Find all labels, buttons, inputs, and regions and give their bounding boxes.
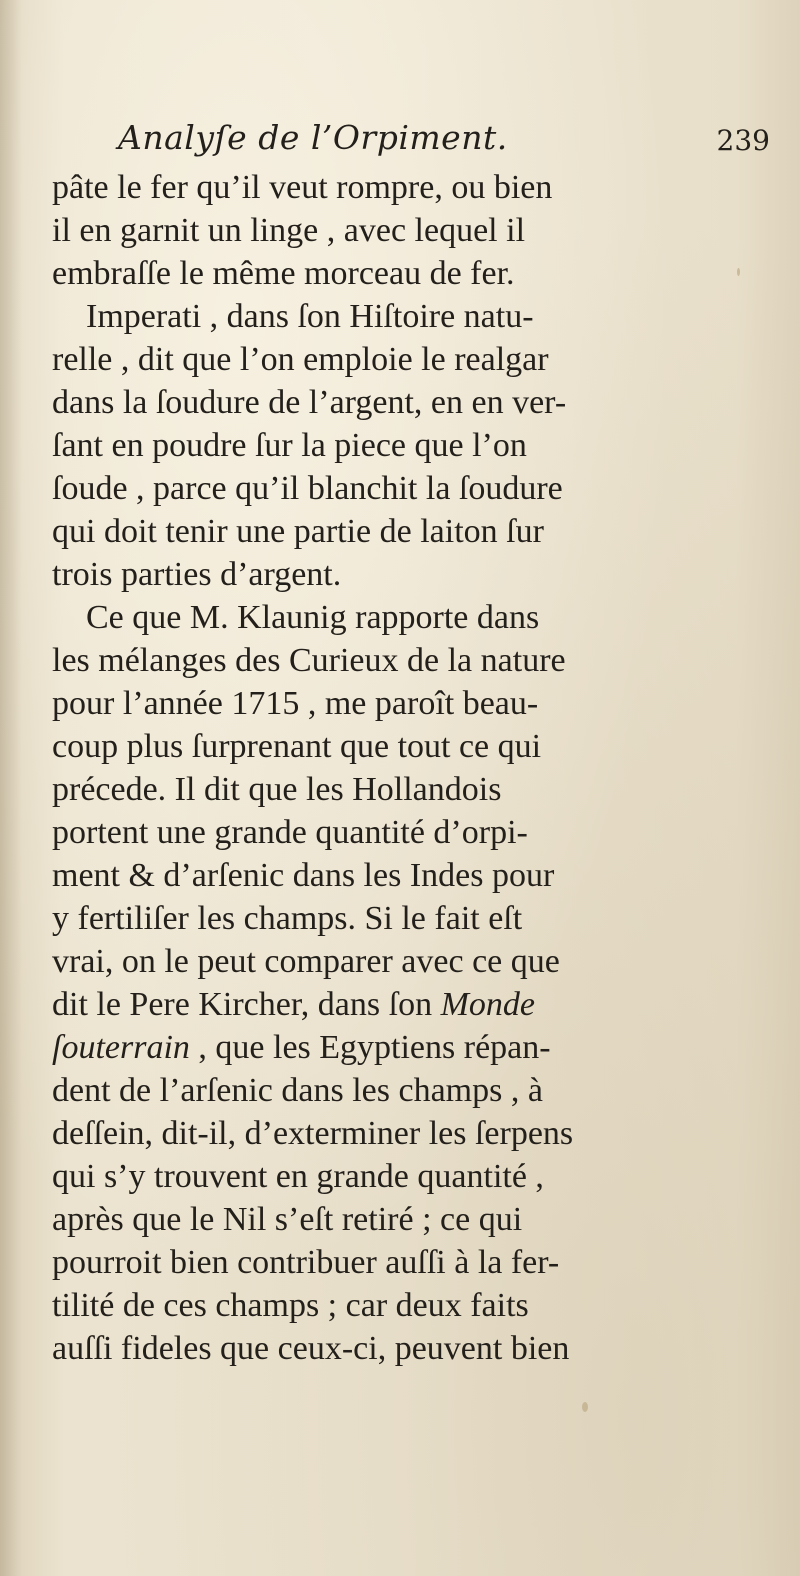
- running-title: Analyſe de l’Orpiment.: [118, 118, 508, 157]
- text-line: ment & d’arſenic dans les Indes pour: [52, 857, 555, 894]
- text-line: précede. Il dit que les Hollandois: [52, 771, 502, 808]
- text-line: vrai, on le peut comparer avec ce que: [52, 943, 560, 980]
- text-line: dent de l’arſenic dans les champs , à: [52, 1072, 543, 1109]
- text-line: deſſein, dit-il, d’exterminer les ſerpens: [52, 1115, 574, 1152]
- text-line: les mélanges des Curieux de la nature: [52, 642, 566, 679]
- text-line: auſſi fideles que ceux-ci, peuvent bien: [52, 1330, 570, 1367]
- text-line: pâte le fer qu’il veut rompre, ou bien: [52, 169, 553, 206]
- paragraph-start-line: Ce que M. Klaunig rapporte dans: [86, 599, 540, 636]
- page-number: 239: [716, 124, 770, 157]
- text-line: pourroit bien contribuer auſſi à la fer-: [52, 1244, 560, 1281]
- text-line: après que le Nil s’eſt retiré ; ce qui: [52, 1201, 523, 1238]
- paper-stain: [582, 1402, 588, 1412]
- italic-title-word: Monde: [440, 986, 535, 1023]
- body-text: [52, 166, 782, 1370]
- page-header: [118, 118, 770, 168]
- text-line: y fertiliſer les champs. Si le fait eſt: [52, 900, 523, 937]
- text-line: ſant en poudre ſur la piece que l’on: [52, 427, 527, 464]
- text-line: tilité de ces champs ; car deux faits: [52, 1287, 529, 1324]
- text-line: qui s’y trouvent en grande quantité ,: [52, 1158, 544, 1195]
- text-line: coup plus ſurprenant que tout ce qui: [52, 728, 542, 765]
- text-line: trois parties d’argent.: [52, 556, 342, 593]
- text-line: dit le Pere Kircher, dans ſon Monde: [52, 986, 535, 1023]
- italic-title-word: ſouterrain: [52, 1029, 190, 1066]
- text-line: portent une grande quantité d’orpi-: [52, 814, 528, 851]
- text-line: pour l’année 1715 , me paroît beau-: [52, 685, 539, 722]
- paragraph-start-line: Imperati , dans ſon Hiſtoire natu-: [86, 298, 534, 335]
- page-gutter-shadow: [0, 0, 22, 1576]
- text-line: ſouterrain , que les Egyptiens répan-: [52, 1029, 551, 1066]
- text-line: il en garnit un linge , avec lequel il: [52, 212, 526, 249]
- paper-stain: [737, 268, 740, 276]
- text-line: ſoude , parce qu’il blanchit la ſoudure: [52, 470, 563, 507]
- text-line: dans la ſoudure de l’argent, en en ver-: [52, 384, 567, 421]
- text-line: embraſſe le même morceau de fer.: [52, 255, 515, 292]
- text-line: qui doit tenir une partie de laiton ſur: [52, 513, 544, 550]
- text-line: relle , dit que l’on emploie le realgar: [52, 341, 549, 378]
